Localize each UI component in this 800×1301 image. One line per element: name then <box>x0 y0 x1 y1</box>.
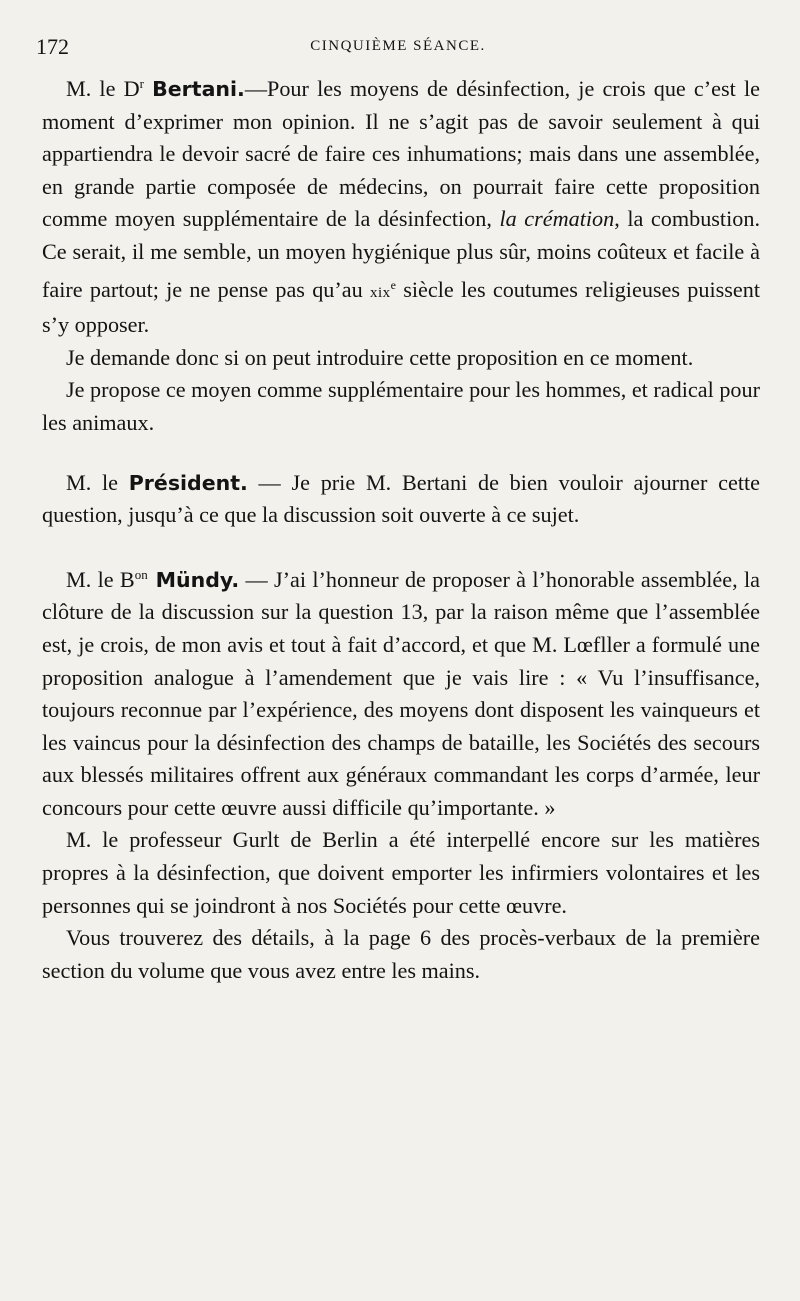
paragraph-text: — Je prie M. Bertani de bien vouloir ajourner cette question, jusqu’à ce que la discussion soit ouverte à ce sujet. <box>42 469 760 528</box>
title-superscript: r <box>139 76 144 91</box>
century-numeral: xix <box>369 284 391 301</box>
speaker-name: Mündy. <box>147 567 240 592</box>
paragraph-gurlt: M. le professeur Gurlt de Berlin a été interpellé encore sur les matières propres à la désinfection, que doivent emporter les infirmiers volontaires et les personnes qui se joindront à nos Sociétés pour cette œuvre. <box>42 827 760 918</box>
running-title: CINQUIÈME SÉANCE. <box>310 38 486 54</box>
paragraph-propose: Je propose ce moyen comme supplémentaire pour les hommes, et radical pour les animaux. <box>42 377 760 435</box>
paragraph-mundy <box>42 559 760 825</box>
paragraph-demande: Je demande donc si on peut introduire cette proposition en ce moment. <box>66 344 694 370</box>
emphasis-text: la crémation <box>499 206 615 232</box>
paragraph-details: Vous trouverez des détails, à la page 6 des procès-verbaux de la première section du volume que vous avez entre les mains. <box>42 925 760 983</box>
title-superscript: on <box>134 566 148 582</box>
page-header <box>36 34 760 60</box>
page-number: 172 <box>36 34 69 59</box>
paragraph-president <box>42 467 760 532</box>
speaker-prefix: M. le <box>66 469 129 495</box>
speaker-name: Président. <box>128 470 248 495</box>
speaker-prefix: M. le B <box>66 566 135 592</box>
paragraph-bertani <box>42 68 760 342</box>
speaker-prefix: M. le D <box>66 76 140 101</box>
paragraph-text: , la combustion. Ce serait, il me semble, un moyen hygiénique plus sûr, moins coûteux et facile à faire partout; je ne pense pas qu’au <box>42 206 760 302</box>
paragraph-text: siècle les coutumes religieuses puissent s’y opposer. <box>42 276 761 338</box>
page-body <box>42 68 760 987</box>
century-superscript: e <box>390 277 396 292</box>
speaker-name: Bertani. <box>152 77 245 101</box>
paragraph-text: — J’ai l’honneur de proposer à l’honorable assemblée, la clôture de la discussion sur la question 13, par la raison même que l’assemblée est, je crois, de mon avis et tout à fait d’accord, et que M. Lœfller a formulé une proposition analogue à l’amendement que je vais lire : « Vu l’insuffisance, toujours reconnue par l’expérience, des moyens dont disposent les vainqueurs et les vaincus pour la désinfection des champs de bataille, les Sociétés des secours aux blessés militaires offrent aux généraux commandant les corps d’armée, leur concours pour cette œuvre aussi difficile qu’importante. » <box>42 566 760 820</box>
paragraph-text: —Pour les moyens de désinfection, je crois que c’est le moment d’exprimer mon opinion. Il ne s’agit pas de savoir seulement à qui appartiendra le devoir sacré de faire ces inhumations; mais dans une assemblée, en grande partie composée de médecins, on pourrait faire cette proposition comme moyen supplémentaire de la désinfection, <box>42 76 760 232</box>
